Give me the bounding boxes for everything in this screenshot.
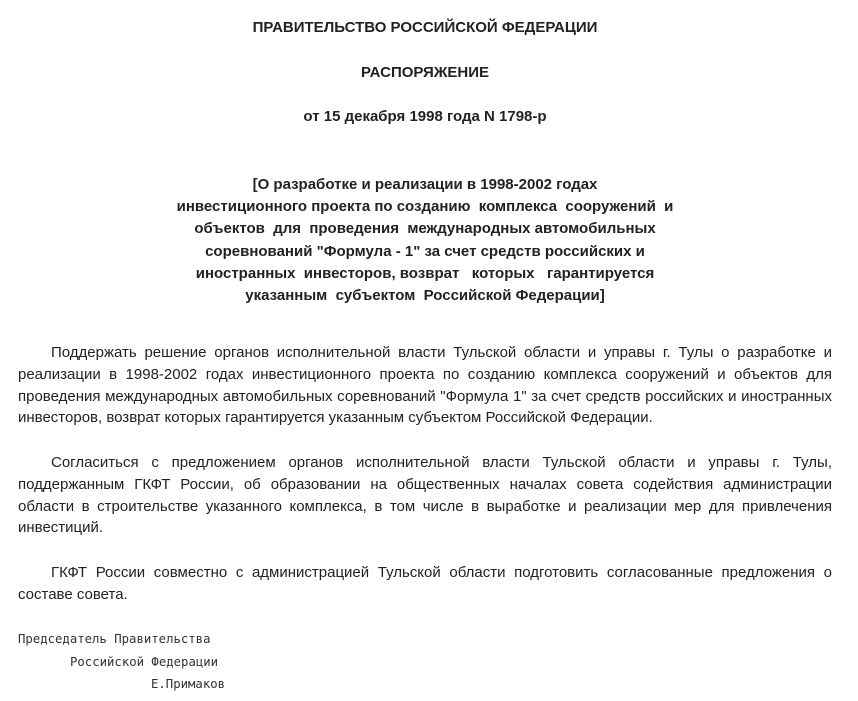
document-subject [0,174,850,307]
body-paragraph: Согласиться с предложением органов исполнительной власти Тульской области и управы г. Тулы, поддержанным ГКФТ России, об образовании на общественных началах совета содействия администрации области в строительстве указанного комплекса, в том числе в выработке и реализации мер для привлечения инвестиций. [18,454,832,537]
signature-block [18,628,225,696]
body-paragraph: ГКФТ России совместно с администрацией Тульской области подготовить согласованные предложения о составе совета. [18,564,832,603]
document-date-number: от 15 декабря 1998 года N 1798-р [303,108,547,125]
signatory-position: Российской Федерации [70,654,219,669]
subject-line: соревнований "Формула - 1" за счет средств российских и [205,242,645,260]
subject-line: указанным субъектом Российской Федерации] [245,287,605,305]
issuer-heading: ПРАВИТЕЛЬСТВО РОССИЙСКОЙ ФЕДЕРАЦИИ [252,19,598,36]
body-paragraph: Поддержать решение органов исполнительной власти Тульской области и управы г. Тулы о разработке и реализации в 1998-2002 годах инвестиционного проекта по созданию комплекса сооружений и объектов для проведения международных автомобильных соревнований "Формула 1" за счет средств российских и иностранных инвесторов, возврат которых гарантируется указанным субъектом Российской Федерации. [18,344,832,427]
subject-line: инвестиционного проекта по созданию комплекса сооружений и [176,198,674,216]
document-type-heading: РАСПОРЯЖЕНИЕ [360,64,490,81]
signatory-position: Председатель Правительства [18,632,211,646]
subject-line: иностранных инвесторов, возврат которых гарантируется [195,264,655,282]
signatory-name: Е.Примаков [151,677,226,691]
subject-line: [О разработке и реализации в 1998-2002 годах [252,176,598,193]
subject-line: объектов для проведения международных автомобильных [194,220,656,238]
